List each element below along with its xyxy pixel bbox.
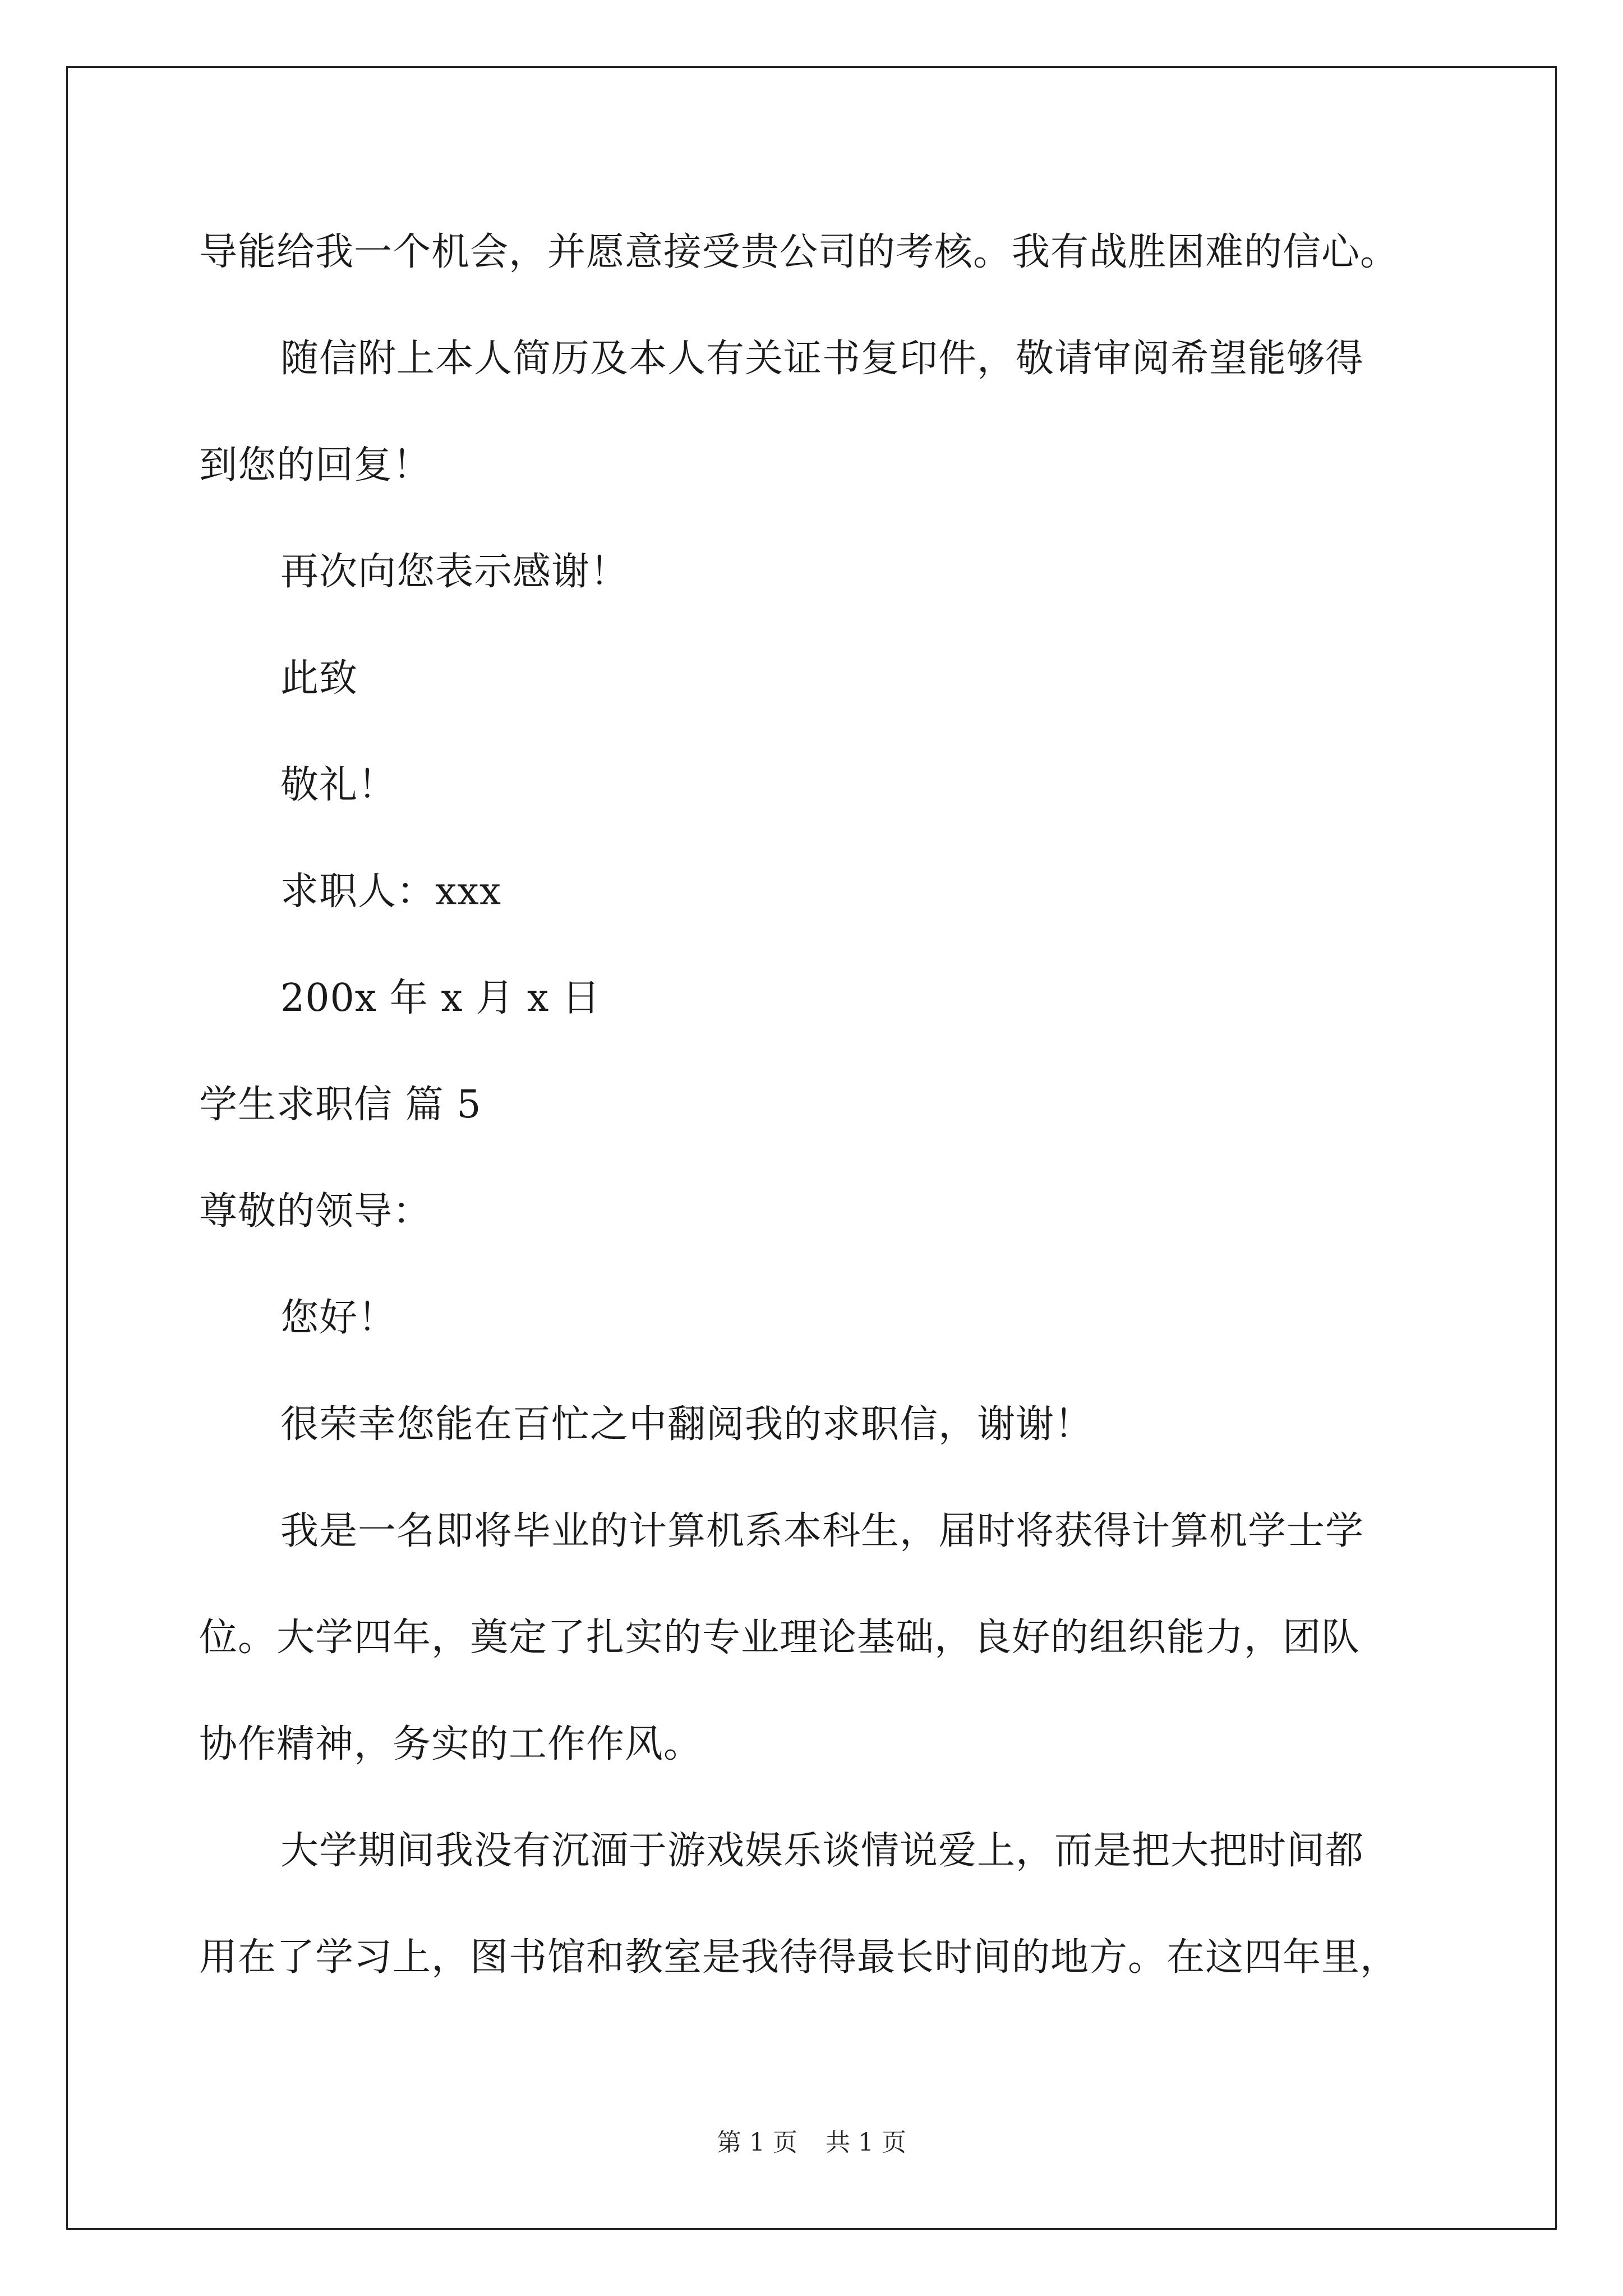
page-total: 共 1 页 — [826, 2128, 906, 2157]
salutation-line: 此致 — [280, 656, 358, 701]
text-line: 我是一名即将毕业的计算机系本科生，届时将获得计算机学士学 — [280, 1509, 1364, 1553]
page-footer — [0, 2126, 1623, 2160]
text-line: 导能给我一个机会，并愿意接受贵公司的考核。我有战胜困难的信心。 — [199, 230, 1399, 274]
text-line: 位。大学四年，奠定了扎实的专业理论基础，良好的组织能力，团队 — [199, 1616, 1361, 1660]
signature-line: 求职人：xxx — [280, 869, 502, 914]
salutation-line: 敬礼！ — [280, 763, 397, 807]
page-number: 第 1 页 — [717, 2128, 797, 2157]
page-frame — [66, 66, 1557, 2230]
date-line: 200x 年 x 月 x 日 — [280, 976, 601, 1020]
greeting-line: 尊敬的领导： — [199, 1189, 432, 1234]
section-heading: 学生求职信 篇 5 — [199, 1083, 482, 1127]
text-line: 大学期间我没有沉湎于游戏娱乐谈情说爱上，而是把大把时间都 — [280, 1829, 1364, 1873]
text-line: 再次向您表示感谢！ — [280, 550, 629, 594]
text-line: 协作精神，务实的工作作风。 — [199, 1722, 703, 1766]
text-line: 用在了学习上，图书馆和教室是我待得最长时间的地方。在这四年里， — [199, 1935, 1399, 1980]
text-line: 您好！ — [280, 1296, 397, 1340]
text-line: 很荣幸您能在百忙之中翻阅我的求职信，谢谢！ — [280, 1402, 1094, 1447]
text-line: 随信附上本人简历及本人有关证书复印件，敬请审阅希望能够得 — [280, 337, 1364, 381]
text-line: 到您的回复！ — [199, 443, 432, 487]
